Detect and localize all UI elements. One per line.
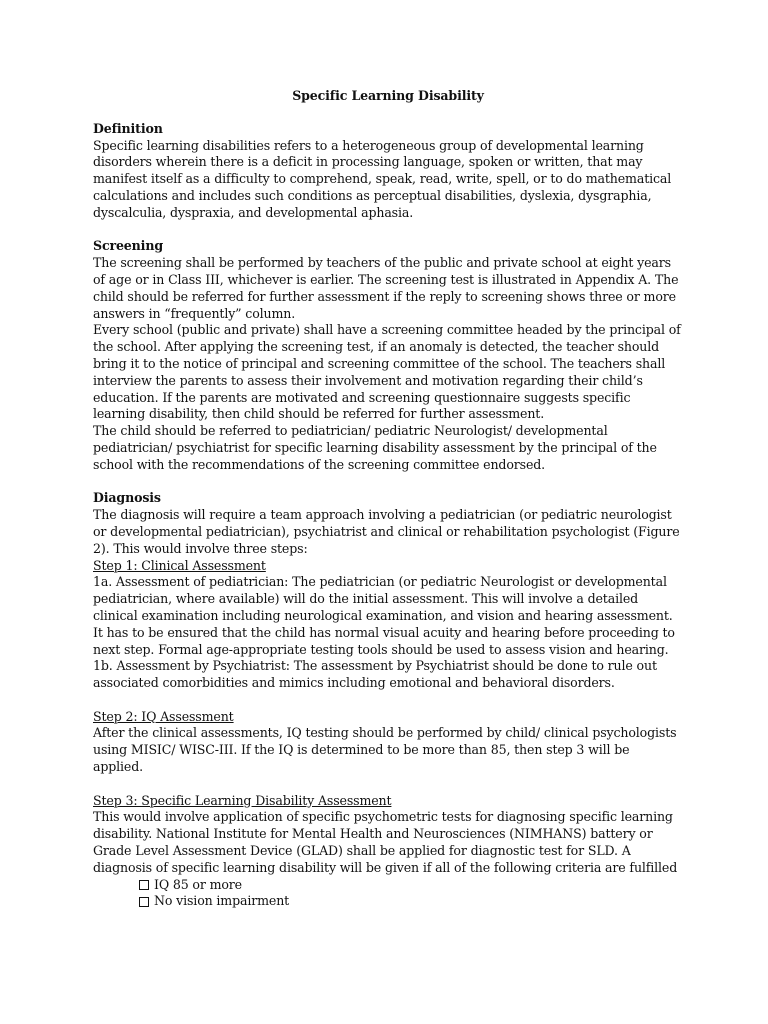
criteria-label: No vision impairment bbox=[154, 893, 290, 909]
criteria-item bbox=[139, 877, 683, 894]
document-page bbox=[93, 88, 683, 910]
screening-paragraph-3: The child should be referred to pediatrician/ pediatric Neurologist/ developmental pediatrician/ psychiatrist for specific learning disability assessment by the principal of the school with the recommendations of the screening committee endorsed. bbox=[93, 423, 657, 472]
checkbox-icon bbox=[139, 880, 149, 890]
criteria-label: IQ 85 or more bbox=[154, 876, 242, 892]
criteria-item bbox=[139, 893, 683, 910]
step1-paragraph-2: 1b. Assessment by Psychiatrist: The assessment by Psychiatrist should be done to rule out associated comorbidities and mimics including emotional and behavioral disorders. bbox=[93, 658, 657, 691]
screening-paragraph-2: Every school (public and private) shall have a screening committee headed by the principal of the school. After applying the screening test, if an anomaly is detected, the teacher should bring it to the notice of principal and screening committee of the school. The teachers shall interview the parents to assess their involvement and motivation regarding their child’s education. If the parents are motivated and screening questionnaire suggests specific learning disability, then child should be referred for further assessment. bbox=[93, 322, 681, 422]
checkbox-icon bbox=[139, 897, 149, 907]
diagnosis-heading: Diagnosis bbox=[93, 490, 161, 506]
document-title: Specific Learning Disability bbox=[292, 88, 484, 103]
diagnosis-intro: The diagnosis will require a team approach involving a pediatrician (or pediatric neurologist or developmental pediatrician), psychiatrist and clinical or rehabilitation psychologist (Figure 2). This would involve three steps: bbox=[93, 507, 680, 556]
definition-text: Specific learning disabilities refers to a heterogeneous group of developmental learning disorders wherein there is a deficit in processing language, spoken or written, that may manifest itself as a difficulty to comprehend, speak, read, write, spell, or to do mathematical calculations and includes such conditions as perceptual disabilities, dyslexia, dysgraphia, dyscalculia, dyspraxia, and developmental aphasia. bbox=[93, 137, 672, 220]
criteria-list bbox=[93, 877, 683, 911]
spacer bbox=[93, 222, 683, 239]
step3-title: Step 3: Specific Learning Disability Assessment bbox=[93, 792, 392, 808]
screening-heading: Screening bbox=[93, 238, 163, 254]
spacer bbox=[93, 692, 683, 709]
step3-text: This would involve application of specific psychometric tests for diagnosing specific learning disability. National Institute for Mental Health and Neurosciences (NIMHANS) battery or Grade Level Assessment Device (GLAD) shall be applied for diagnostic test for SLD. A diagnosis of specific learning disability will be given if all of the following criteria are fulfilled bbox=[93, 809, 678, 875]
spacer bbox=[93, 474, 683, 491]
step2-title: Step 2: IQ Assessment bbox=[93, 708, 234, 724]
step2-text: After the clinical assessments, IQ testing should be performed by child/ clinical psychologists using MISIC/ WISC-III. If the IQ is determined to be more than 85, then step 3 will be applied. bbox=[93, 725, 677, 775]
step1-paragraph-1: 1a. Assessment of pediatrician: The pediatrician (or pediatric Neurologist or developmental pediatrician, where available) will do the initial assessment. This will involve a detailed clinical examination including neurological examination, and vision and hearing assessment. It has to be ensured that the child has normal visual acuity and hearing before proceeding to next step. Formal age-appropriate testing tools should be used to assess vision and hearing. bbox=[93, 574, 675, 657]
step1-title: Step 1: Clinical Assessment bbox=[93, 557, 266, 573]
spacer bbox=[93, 776, 683, 793]
definition-heading: Definition bbox=[93, 120, 163, 136]
screening-paragraph-1: The screening shall be performed by teachers of the public and private school at eight years of age or in Class III, whichever is earlier. The screening test is illustrated in Appendix A. The child should be referred for further assessment if the reply to screening shows three or more answers in “frequently” column. bbox=[93, 255, 679, 321]
